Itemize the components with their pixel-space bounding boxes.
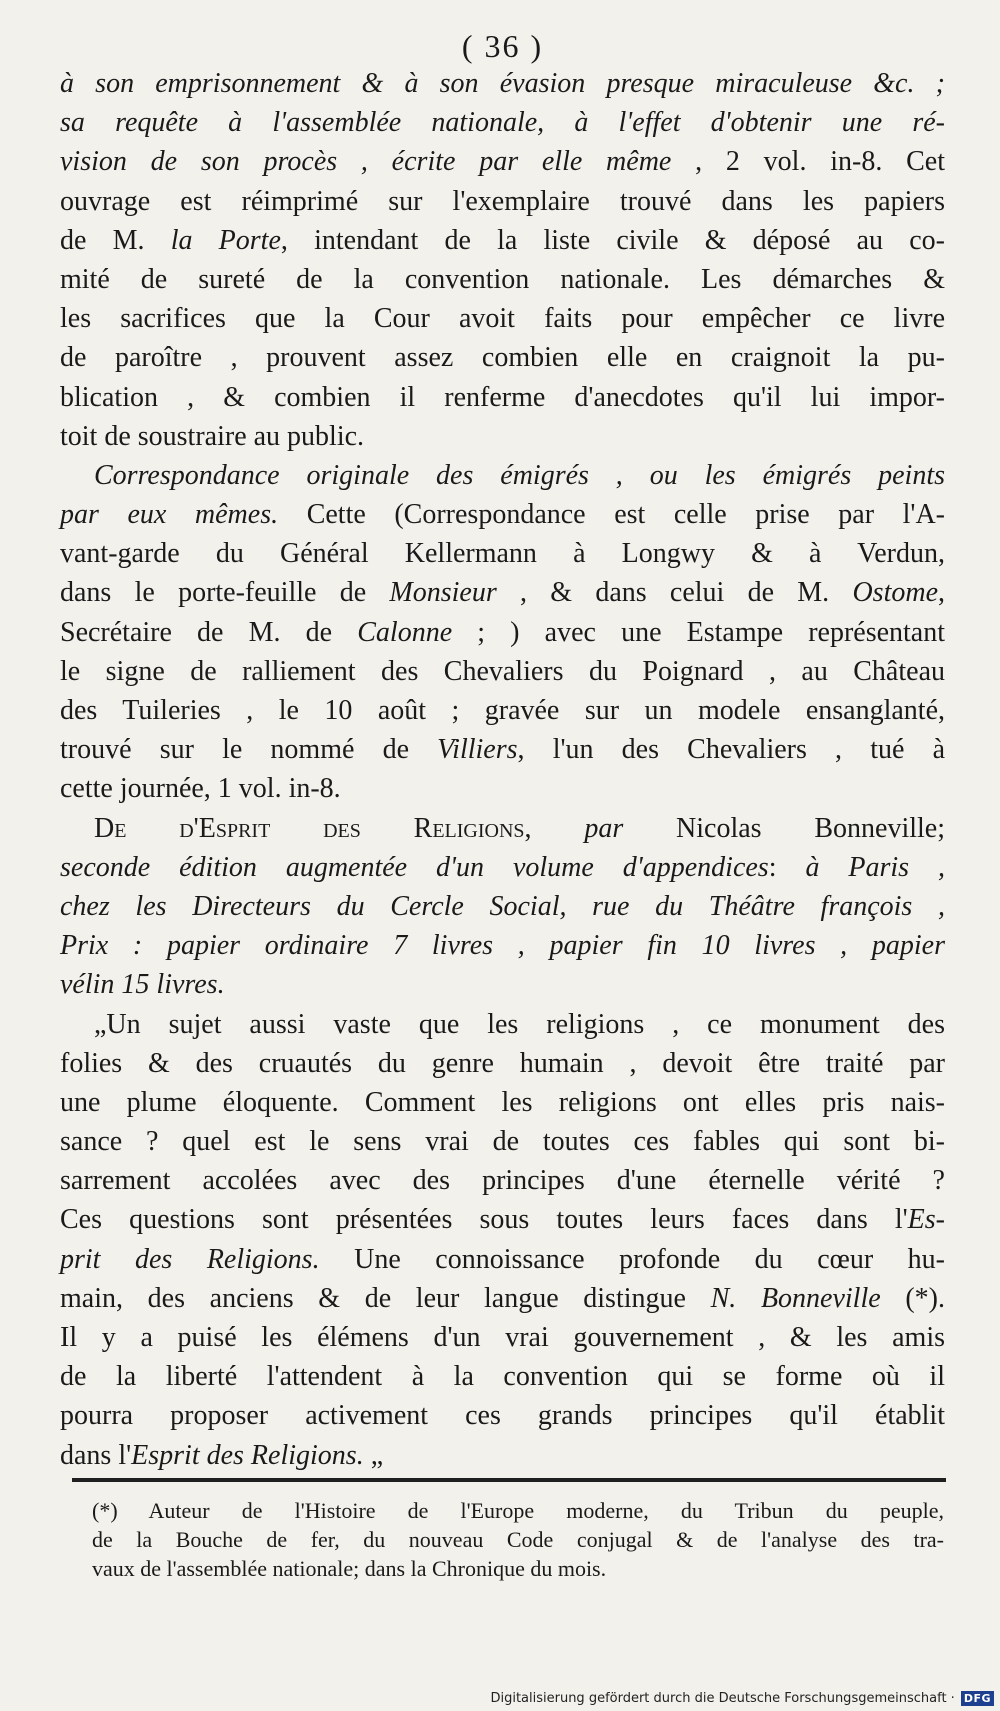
page-number: ( 36 ): [461, 28, 544, 64]
text-line: [60, 338, 945, 377]
text-line: [60, 652, 945, 691]
text-segment: N. Bonneville: [710, 1282, 881, 1314]
paragraph: [60, 64, 945, 456]
text-segment: blication , & combien il renferme d'anecdotes qu'il lui impor-: [60, 381, 945, 413]
text-segment: vélin 15 livres.: [60, 969, 225, 1001]
text-line: [60, 182, 945, 221]
text-line: [60, 965, 945, 1004]
text-line: [60, 221, 945, 260]
text-segment: pourra proposer activement ces grands principes qu'il établit: [60, 1400, 945, 1432]
text-segment: , l'un des Chevaliers , tué à: [517, 734, 945, 766]
text-segment: vant-garde du Général Kellermann à Longwy & à Verdun,: [60, 538, 945, 570]
text-line: [60, 613, 945, 652]
text-segment: De d'Esprit des Religions: [94, 812, 525, 844]
text-segment: Es-: [907, 1204, 945, 1236]
text-segment: Il y a puisé les élémens d'un vrai gouvernement , & les amis: [60, 1322, 945, 1353]
text-line: [60, 887, 945, 926]
text-segment: de M.: [60, 224, 171, 256]
text-line: [60, 64, 945, 103]
text-segment: folies & des cruautés du genre humain , devoit être traité par: [60, 1047, 945, 1079]
text-segment: par eux mêmes.: [60, 499, 279, 531]
text-segment: sarrement accolées avec des principes d'une éternelle vérité ?: [60, 1165, 945, 1197]
text-segment: sance ? quel est le sens vrai de toutes ces fables qui sont bi-: [60, 1126, 945, 1158]
text-segment: vision de son procès , écrite par elle même: [60, 146, 672, 178]
text-segment: vaux de l'assemblée nationale; dans la Chronique du mois.: [92, 1556, 607, 1581]
text-segment: à Paris ,: [805, 851, 945, 883]
text-line: [60, 378, 945, 417]
text-segment: main, des anciens & de leur langue distingue: [60, 1282, 711, 1314]
text-segment: Cette (Correspondance est celle prise par l'A-: [278, 499, 945, 531]
text-segment: Ces questions sont présentées sous toutes leurs faces dans l': [60, 1204, 908, 1236]
text-segment: de paroître , prouvent assez combien elle en craignoit la pu-: [60, 342, 945, 374]
text-line: [60, 1044, 945, 1083]
text-segment: trouvé sur le nommé de: [60, 734, 438, 766]
text-segment: Une connoissance profonde du cœur hu-: [319, 1243, 946, 1275]
text-segment: Correspondance originale des émigrés , ou les émigrés peints: [94, 459, 945, 491]
text-segment: Ostome: [852, 577, 938, 609]
dfg-logo-icon: DFG: [961, 1691, 994, 1706]
text-line: [60, 1396, 945, 1435]
page-body: [60, 28, 945, 1475]
text-segment: ,: [938, 577, 945, 609]
text-line: [60, 142, 945, 181]
text-segment: seconde édition augmentée d'un volume d'appendices: [60, 851, 769, 883]
text-segment: mité de sureté de la convention nationale. Les démarches &: [60, 263, 945, 295]
text-segment: , & dans celui de M.: [496, 577, 853, 609]
text-segment: de la Bouche de fer, du nouveau Code conjugal & de l'analyse des tra-: [92, 1527, 944, 1552]
text-segment: à son emprisonnement & à son évasion presque miraculeuse &c. ;: [60, 68, 945, 99]
text-segment: dans l': [60, 1439, 132, 1471]
text-segment: ; ) avec une Estampe représentant: [452, 616, 946, 648]
text-segment: par: [584, 812, 624, 844]
text-line: [60, 809, 945, 848]
text-line: [60, 1005, 945, 1044]
text-line: [60, 1318, 945, 1357]
text-segment: une plume éloquente. Comment les religions ont elles pris nais-: [60, 1086, 945, 1118]
text-segment: prit des Religions.: [60, 1243, 320, 1275]
text-line: [92, 1525, 944, 1554]
text-segment: Nicolas Bonneville;: [623, 812, 945, 844]
text-line: [60, 534, 945, 573]
text-segment: sa requête à l'assemblée nationale, à l'effet d'obtenir une ré-: [60, 107, 945, 139]
text-segment: ,: [524, 812, 585, 844]
text-segment: Calonne: [357, 616, 453, 648]
text-segment: le signe de ralliement des Chevaliers du Poignard , au Château: [60, 655, 945, 687]
text-line: [60, 299, 945, 338]
text-segment: cette journée, 1 vol. in-8.: [60, 773, 341, 805]
paragraph: [60, 809, 945, 1005]
text-segment: Villiers: [437, 734, 518, 766]
text-segment: dans le porte-feuille de: [60, 577, 390, 609]
text-line: [60, 1161, 945, 1200]
text-line: [60, 848, 945, 887]
text-segment: Prix : papier ordinaire 7 livres , papier fin 10 livres , papier: [60, 930, 945, 962]
text-segment: Monsieur: [389, 577, 497, 609]
text-segment: (*) Auteur de l'Histoire de l'Europe moderne, du Tribun du peuple,: [92, 1498, 944, 1523]
text-line: [60, 456, 945, 495]
credit-text: Digitalisierung gefördert durch die Deutsche Forschungsgemeinschaft ·: [490, 1690, 955, 1706]
text-segment: , intendant de la liste civile & déposé au co-: [280, 224, 945, 256]
text-line: [60, 691, 945, 730]
text-segment: „: [363, 1439, 384, 1471]
credit-bar: [490, 1685, 994, 1711]
text-segment: des Tuileries , le 10 août ; gravée sur un modele ensanglanté,: [60, 695, 945, 726]
text-segment: (*).: [880, 1282, 945, 1314]
paragraph: [60, 1005, 945, 1475]
text-segment: chez les Directeurs du Cercle Social, rue du Théâtre françois ,: [60, 890, 945, 922]
text-line: [60, 730, 945, 769]
body-text: [60, 64, 945, 1475]
text-segment: Esprit des Religions.: [131, 1439, 364, 1471]
text-line: [60, 769, 945, 808]
text-line: [60, 1436, 945, 1475]
text-segment: ouvrage est réimprimé sur l'exemplaire trouvé dans les papiers: [60, 185, 945, 217]
text-line: [92, 1554, 944, 1583]
text-line: [60, 926, 945, 965]
footnote: [92, 1496, 944, 1583]
text-line: [60, 417, 945, 456]
paragraph: [60, 456, 945, 809]
text-line: [60, 103, 945, 142]
text-line: [92, 1496, 944, 1525]
text-line: [60, 1240, 945, 1279]
text-line: [60, 495, 945, 534]
text-line: [60, 573, 945, 612]
text-segment: la Porte: [170, 224, 281, 256]
text-segment: de la liberté l'attendent à la convention qui se forme où il: [60, 1361, 945, 1393]
text-segment: :: [768, 851, 806, 883]
text-segment: toit de soustraire au public.: [60, 420, 365, 452]
text-segment: , 2 vol. in-8. Cet: [671, 146, 945, 178]
footnote-rule: [72, 1478, 946, 1482]
text-line: [60, 1083, 945, 1122]
text-line: [60, 1122, 945, 1161]
text-segment: les sacrifices que la Cour avoit faits pour empêcher ce livre: [60, 303, 945, 335]
text-segment: Secrétaire de M. de: [60, 616, 358, 648]
text-line: [60, 1200, 945, 1239]
text-segment: „Un sujet aussi vaste que les religions , ce monument des: [94, 1008, 945, 1040]
text-line: [60, 1279, 945, 1318]
text-line: [60, 1357, 945, 1396]
text-line: [60, 260, 945, 299]
